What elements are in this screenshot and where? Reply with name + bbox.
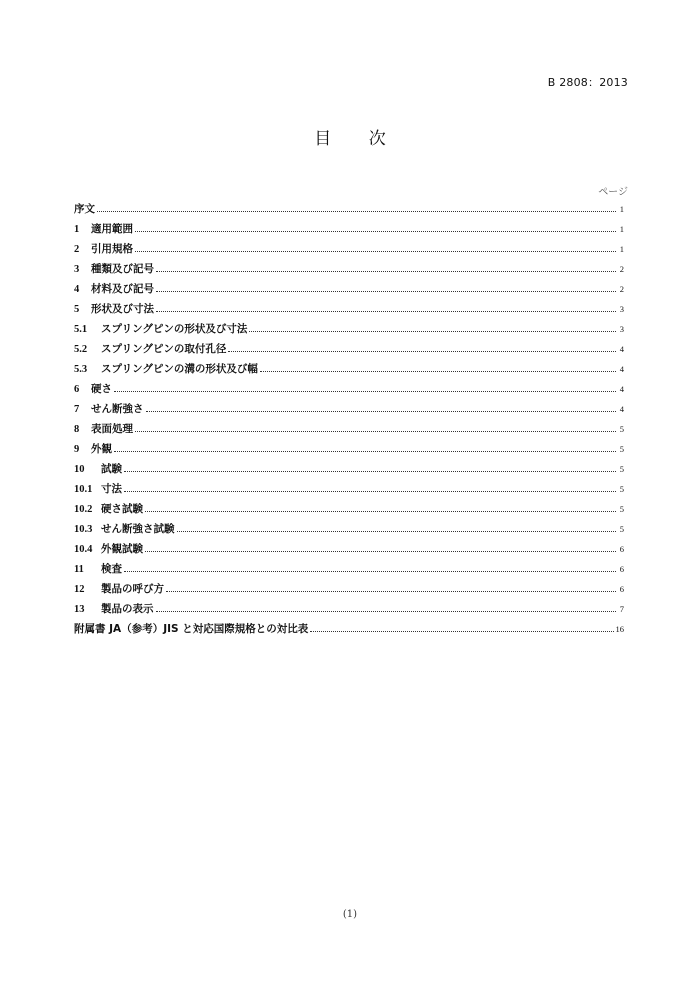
toc-leader-dots: [249, 330, 616, 332]
toc-entry-number: 9: [74, 444, 80, 455]
toc-leader-dots: [114, 390, 616, 392]
toc-leader-dots: [124, 570, 616, 572]
toc-entry-page: 1: [619, 204, 624, 214]
toc-entry-number: 5: [74, 304, 80, 315]
table-of-contents: [74, 199, 624, 639]
toc-entry[interactable]: [74, 539, 624, 559]
toc-entry-title: スプリングピンの溝の形状及び幅: [101, 363, 258, 375]
toc-entry-number: 8: [74, 424, 80, 435]
toc-leader-dots: [146, 410, 617, 412]
toc-entry-page: 5: [619, 484, 624, 494]
toc-entry-number: 5.1: [74, 324, 88, 335]
toc-entry[interactable]: [74, 499, 624, 519]
toc-entry-number: 10: [74, 464, 85, 475]
toc-entry[interactable]: [74, 339, 624, 359]
toc-entry-number: 2: [74, 244, 80, 255]
toc-leader-dots: [145, 510, 616, 512]
toc-entry-page: 5: [619, 444, 624, 454]
toc-leader-dots: [145, 550, 616, 552]
toc-entry-number: 4: [74, 284, 80, 295]
toc-entry-page: 5: [619, 464, 624, 474]
toc-entry[interactable]: [74, 599, 624, 619]
toc-entry-title: スプリングピンの形状及び寸法: [101, 323, 248, 335]
toc-entry-number: 6: [74, 384, 80, 395]
toc-entry-page: 6: [619, 544, 624, 554]
toc-entry-page: 1: [619, 244, 624, 254]
toc-entry-number: 3: [74, 264, 80, 275]
toc-leader-dots: [97, 210, 616, 212]
toc-leader-dots: [166, 590, 616, 592]
toc-entry[interactable]: [74, 439, 624, 459]
toc-entry-number: 10.4: [74, 544, 93, 555]
toc-entry-page: 2: [619, 264, 624, 274]
toc-entry-number: 11: [74, 564, 84, 575]
toc-entry-page: 4: [619, 404, 624, 414]
toc-entry-number: 13: [74, 604, 85, 615]
toc-entry-title: 表面処理: [91, 423, 133, 435]
toc-entry-title: 硬さ: [91, 383, 112, 395]
toc-entry-page: 6: [619, 584, 624, 594]
toc-entry[interactable]: [74, 359, 624, 379]
toc-entry-page: 3: [619, 324, 624, 334]
toc-entry[interactable]: [74, 199, 624, 219]
toc-entry-page: 4: [619, 384, 624, 394]
toc-entry[interactable]: [74, 279, 624, 299]
toc-entry-title: 製品の呼び方: [101, 583, 164, 595]
toc-leader-dots: [177, 530, 617, 532]
toc-entry-page: 5: [619, 504, 624, 514]
toc-entry-title: せん断強さ試験: [101, 523, 175, 535]
toc-entry-number: 5.2: [74, 344, 88, 355]
toc-entry-title: 外観試験: [101, 543, 143, 555]
toc-leader-dots: [156, 270, 616, 272]
toc-entry-page: 4: [619, 344, 624, 354]
toc-entry[interactable]: [74, 619, 624, 639]
toc-entry[interactable]: [74, 259, 624, 279]
toc-entry-title: 寸法: [101, 483, 122, 495]
toc-leader-dots: [114, 450, 616, 452]
toc-leader-dots: [310, 630, 613, 632]
toc-entry-number: 12: [74, 584, 85, 595]
toc-entry-title: 種類及び記号: [91, 263, 154, 275]
toc-entry-page: 1: [619, 224, 624, 234]
toc-entry-title: 材料及び記号: [91, 283, 154, 295]
toc-entry-title: 引用規格: [91, 243, 133, 255]
toc-entry-page: 16: [615, 624, 624, 634]
toc-leader-dots: [135, 430, 616, 432]
toc-entry-title: せん断強さ: [91, 403, 144, 415]
toc-entry-number: 7: [74, 404, 80, 415]
footer-page-number: (1): [342, 909, 358, 920]
toc-entry[interactable]: [74, 319, 624, 339]
toc-entry[interactable]: [74, 459, 624, 479]
toc-entry[interactable]: [74, 479, 624, 499]
toc-leader-dots: [228, 350, 616, 352]
toc-entry-title: 適用範囲: [91, 223, 133, 235]
toc-entry[interactable]: [74, 419, 624, 439]
toc-entry-number: 1: [74, 224, 80, 235]
toc-leader-dots: [156, 310, 616, 312]
toc-entry[interactable]: [74, 519, 624, 539]
toc-leader-dots: [124, 470, 616, 472]
toc-entry-page: 3: [619, 304, 624, 314]
toc-entry-title: 硬さ試験: [101, 503, 143, 515]
toc-leader-dots: [135, 230, 616, 232]
toc-entry[interactable]: [74, 559, 624, 579]
toc-entry-title: 序文: [74, 203, 95, 215]
toc-entry[interactable]: [74, 239, 624, 259]
toc-entry[interactable]: [74, 219, 624, 239]
toc-leader-dots: [260, 370, 616, 372]
toc-entry[interactable]: [74, 379, 624, 399]
page-column-label: ページ: [598, 187, 628, 198]
toc-leader-dots: [156, 610, 617, 612]
toc-entry-title: 製品の表示: [101, 603, 154, 615]
toc-entry-title: 附属書 JA（参考）JIS と対応国際規格との対比表: [74, 623, 309, 635]
toc-entry-number: 10.1: [74, 484, 93, 495]
toc-leader-dots: [135, 250, 616, 252]
toc-entry-title: 試験: [101, 463, 122, 475]
toc-leader-dots: [156, 290, 616, 292]
toc-entry-title: 形状及び寸法: [91, 303, 154, 315]
toc-entry-number: 10.3: [74, 524, 93, 535]
toc-entry-page: 4: [619, 364, 624, 374]
toc-entry[interactable]: [74, 399, 624, 419]
toc-entry-title: 外観: [91, 443, 112, 455]
toc-entry-title: スプリングピンの取付孔径: [101, 343, 227, 355]
toc-entry-page: 2: [619, 284, 624, 294]
toc-entry[interactable]: [74, 579, 624, 599]
toc-entry-page: 5: [619, 424, 624, 434]
page-title: 目 次: [314, 129, 402, 149]
toc-entry-number: 5.3: [74, 364, 88, 375]
standard-number: B 2808：2013: [547, 76, 628, 89]
toc-entry-page: 5: [619, 524, 624, 534]
toc-entry[interactable]: [74, 299, 624, 319]
toc-leader-dots: [124, 490, 616, 492]
toc-entry-number: 10.2: [74, 504, 93, 515]
toc-entry-page: 6: [619, 564, 624, 574]
toc-entry-title: 検査: [101, 563, 122, 575]
toc-entry-page: 7: [619, 604, 624, 614]
